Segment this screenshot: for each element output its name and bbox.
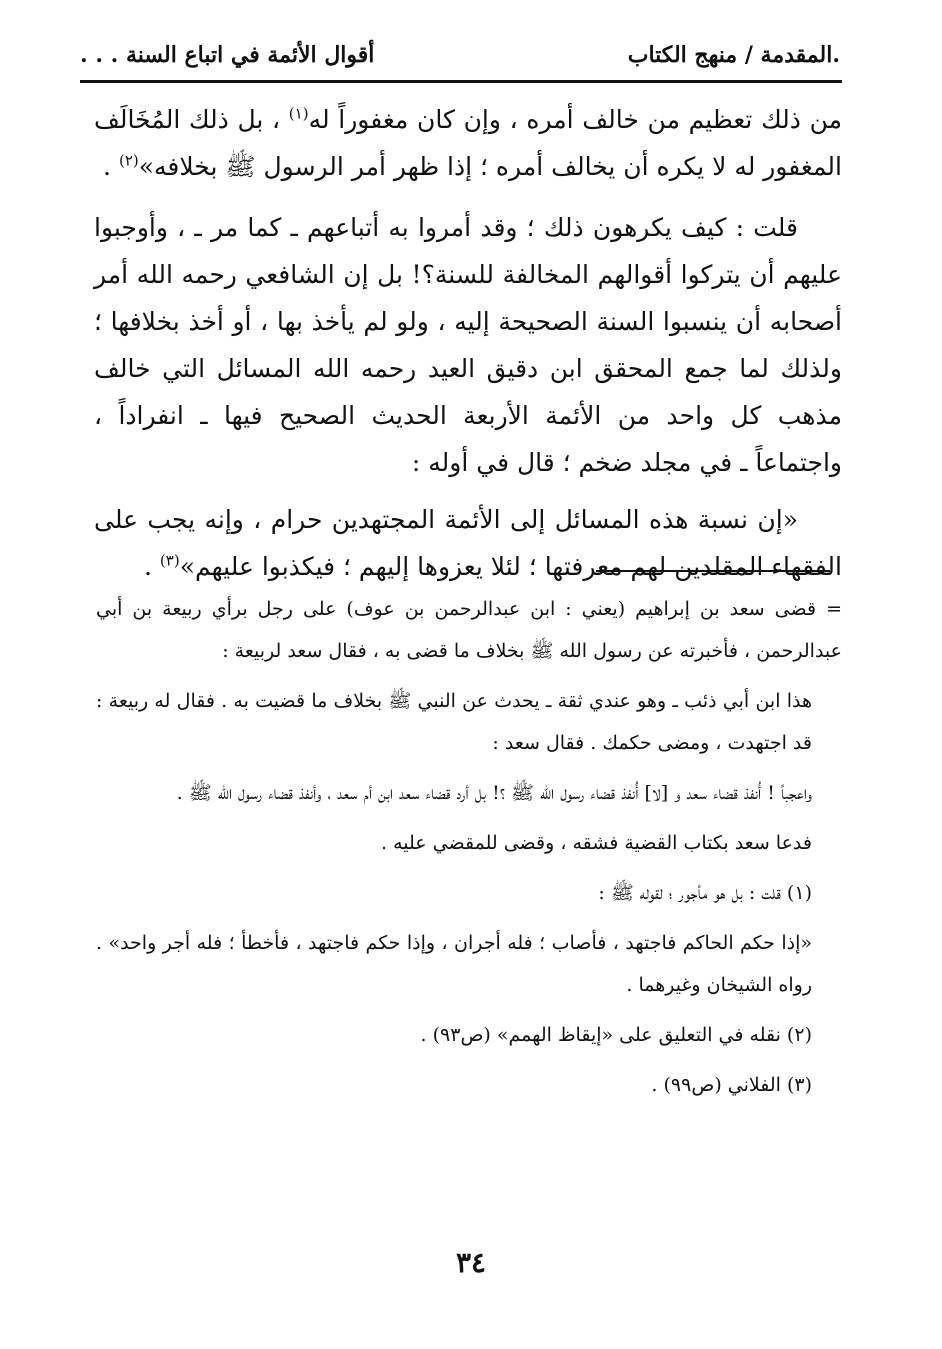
footnote-continuation: = قضى سعد بن إبراهيم (يعني : ابن عبدالرحمن بن عوف) على رجل برأي ربيعة بن أبي عبدالرحمن ، فأخبرته عن رسول الله ﷺ بخلاف ما قضى به ، فقال سعد لربيعة : [96, 598, 842, 662]
footnote-ref-1[interactable]: (١) [288, 104, 309, 123]
running-header [80, 38, 840, 78]
paragraph-3-end: . [144, 552, 152, 581]
paragraph-1-end: . [103, 152, 111, 181]
footnote-1: (١) قلت : بل هو مأجور ؛ لقوله ﷺ : [598, 882, 812, 904]
footnotes-section [96, 588, 842, 1114]
footnote-divider [596, 570, 830, 572]
paragraph-1-text: من ذلك تعظيم من خالف أمره ، وإن كان مغفوراً له [308, 105, 842, 134]
paragraph-2: قلت : كيف يكرهون ذلك ؛ وقد أمروا به أتباعهم ـ كما مر ـ ، وأوجبوا عليهم أن يتركوا أقوالهم المخالفة للسنة؟! بل إن الشافعي رحمه الله أمر أصحابه أن ينسبوا السنة الصحيحة إليه ، ولو لم يأخذ بها ، أو أخذ بخلافها ؛ ولذلك لما جمع المحقق ابن دقيق العيد رحمه الله المسائل التي خالف مذهب كل واحد من الأئمة الأربعة الحديث الصحيح فيها ـ انفراداً ، واجتماعاً ـ في مجلد ضخم ؛ قال في أوله : [94, 213, 842, 477]
main-body [94, 96, 842, 600]
footnote-1-hadith: «إذا حكم الحاكم فاجتهد ، فأصاب ؛ فله أجران ، وإذا حكم فاجتهد ، فأخطأ ؛ فله أجر واحد» . رواه الشيخان وغيرهما . [96, 932, 812, 996]
paragraph-3 [94, 496, 842, 590]
header-chapter-title: .المقدمة / منهج الكتاب [627, 42, 840, 68]
page-number: ٣٤ [455, 1246, 487, 1279]
footnote-ref-3[interactable]: (٣) [159, 551, 180, 570]
footnote-ref-2[interactable]: (٢) [118, 151, 139, 170]
header-divider [80, 80, 842, 83]
paragraph-3-quote: «إن نسبة هذه المسائل إلى الأئمة المجتهدين حرام ، وإنه يجب على الفقهاء المقلدين لهم معرفتها ؛ لئلا يعزوها إليهم ؛ فيكذبوا عليهم» [94, 505, 842, 581]
footnote-continuation-2: هذا ابن أبي ذئب ـ وهو عندي ثقة ـ يحدث عن النبي ﷺ بخلاف ما قضيت به . فقال له ربيعة : قد اجتهدت ، ومضى حكمك . فقال سعد : [96, 690, 812, 754]
footnote-2: (٢) نقله في التعليق على «إيقاظ الهمم» (ص٩٣) . [420, 1024, 812, 1046]
paragraph-1 [94, 96, 842, 190]
footnote-continuation-4: فدعا سعد بكتاب القضية فشقه ، وقضى للمقضي عليه . [381, 832, 812, 854]
footnote-continuation-3: واعجباً ! أُنفذ قضاء سعد و [لا] أُنفذ قضاء رسول الله ﷺ ؟! بل أرد قضاء سعد ابن أم سعد ، وأنفذ قضاء رسول الله ﷺ . [176, 782, 812, 804]
paragraph-1-text-b: ، بل ذلك المُخَالَف المغفور له لا يكره أن يخالف أمره ؛ إذا ظهر أمر الرسول ﷺ بخلافه» [94, 105, 842, 181]
header-section-title: أقوال الأئمة في اتباع السنة . . . [80, 42, 375, 68]
footnote-3: (٣) الفلاني (ص٩٩) . [651, 1074, 812, 1096]
